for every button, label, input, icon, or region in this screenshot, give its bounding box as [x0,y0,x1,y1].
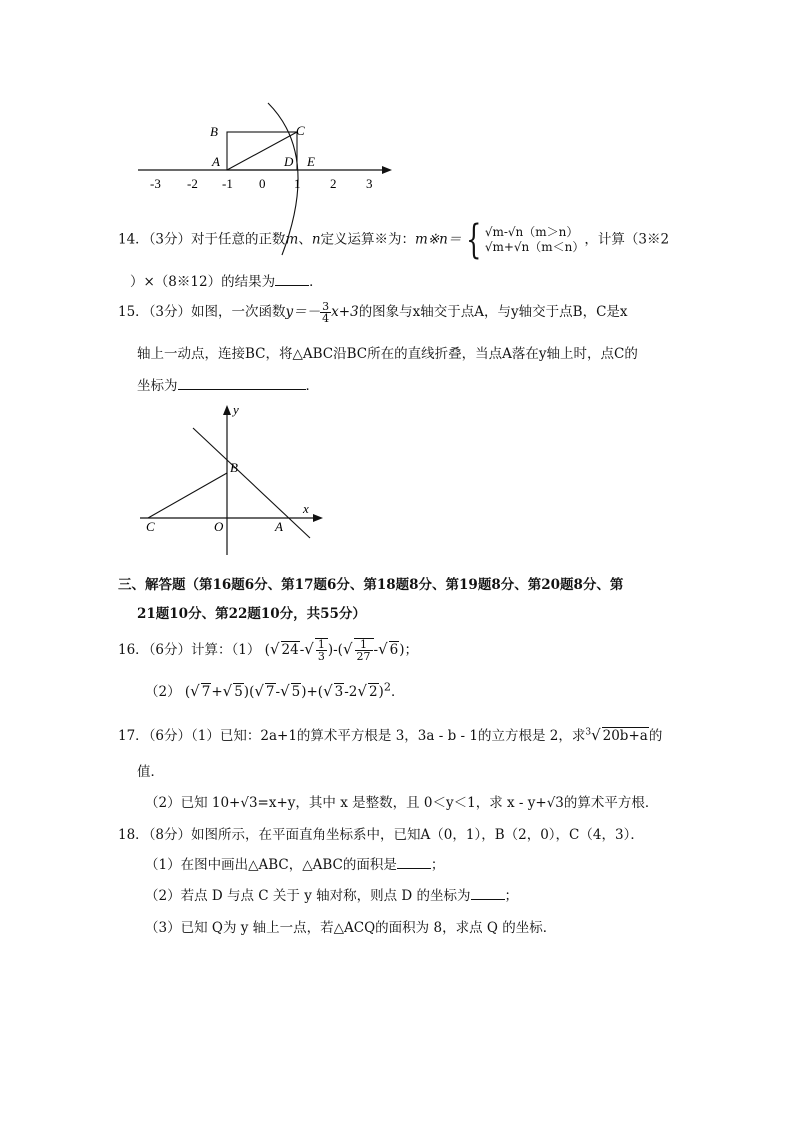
q16-expr2: (√ 7+√ 5)(√ 7-√ 5)+(√ 3-2√ 2)$^2$． [184,680,405,700]
label-a2: A [275,519,283,534]
q14-answer-blank[interactable] [275,273,309,286]
q18-answer-blank-1[interactable] [397,856,431,869]
q14-var-n: n [311,231,321,248]
q18-p2a: （2）若点 D 与点 C 关于 y 轴对称，则点 D 的坐标为 [145,888,471,904]
q17-p2: （2）已知 10+√3=x+y，其中 x 是整数，且 0＜y＜1，求 x - y+√3的算术平方根． [145,795,659,811]
q14-line2-text: ）×（8※12）的结果为 [130,274,276,290]
tick-label: 1 [294,176,301,191]
q18-p1b: ； [430,857,445,873]
q14-score: （3分） [148,231,192,248]
q14-sep: 、 [298,231,312,248]
label-y: y [233,402,239,417]
q18-p1a: （1）在图中画出△ABC，△ABC的面积是 [145,857,397,873]
q16-number: 16． [118,642,149,658]
q14-line1 [118,217,794,263]
q14-var-m: m [285,231,299,248]
q16-line1 [118,638,794,662]
q17-score: （6分） [148,728,192,744]
section3-text2: 21题10分、第22题10分，共55分） [137,606,366,622]
label-e: E [307,154,315,169]
q15-func-y: y＝－ [285,304,321,320]
q15-answer-blank[interactable] [178,377,306,390]
x-axis-arrow [313,514,323,522]
y-axis-arrow [223,405,231,415]
q15-line2 [137,342,794,362]
q15-line2-text: 轴上一动点，连接BC，将△ABC沿BC所在的直线折叠，当点A落在y轴上时，点C的 [137,346,638,362]
tick-label: 0 [259,176,266,191]
tick-label: -2 [187,176,198,191]
q18-text: 如图所示，在平面直角坐标系中，已知A（0，1），B（2，0），C（4，3）． [191,827,644,843]
tick-label: 3 [366,176,373,191]
q14-op: m※n＝ [415,231,462,248]
figure-number-line [0,95,794,295]
q14-case2: √m+√n（m＜n） [484,240,585,254]
label-d: D [284,154,294,169]
q15-frac-num: 3 [322,300,330,313]
q15-frac-den: 4 [322,312,330,325]
section3-line1 [118,573,794,593]
q17-line2 [137,760,794,780]
q16-score: （6分） [148,642,192,658]
label-a: A [212,154,220,169]
q18-answer-blank-2[interactable] [471,887,505,900]
q16-text: 计算：（1） [191,642,261,658]
q15-line3 [137,374,794,394]
q16-expr1: (√ 24-√ $\frac{1}{3}$ )-(√ $\frac{1}{27}$ -√ 6)； [264,638,418,663]
q18-line4 [145,916,794,936]
number-line-arrow [382,166,392,174]
q17-text-a: （1）已知：2a+1的算术平方根是 3，3a - b - 1的立方根是 2，求 [191,728,586,744]
q15-line3-text: 坐标为 [137,378,178,394]
tick-label: -3 [150,176,161,191]
q14-text-a: 对于任意的正数 [191,231,286,248]
q16-p2: （2） [145,684,181,700]
q17-line1: 17．（6分）（1）已知：2a+1的算术平方根是 3，3a - b - 1的立方根是 2，求$^3$√ 20b+a的 [118,726,663,744]
q15-number: 15． [118,304,149,320]
q16-line2 [145,680,794,700]
q14-end: ． [309,274,323,290]
label-c2: C [146,519,155,534]
q18-p3: （3）已知 Q为 y 轴上一点，若△ACQ的面积为 8，求点 Q 的坐标． [145,920,557,936]
q14-number: 14． [118,231,149,248]
label-x: x [303,501,309,516]
label-b2: B [230,460,238,475]
q17-text-b: 的 [648,728,663,744]
q17-radicand: 20b+a [602,728,648,744]
q17-line2-text: 值． [137,764,164,780]
section3-text1: 三、解答题（第16题6分、第17题6分、第18题8分、第19题8分、第20题8分、第 [118,577,624,593]
q17-line3 [145,791,794,811]
q14-text-c: ，计算（3※2 [584,231,670,248]
q15-text-b: 的图象与x轴交于点A，与y轴交于点B，C是x [358,304,628,320]
q18-line1 [118,823,794,843]
brace-symbol: { [466,217,482,263]
label-b: B [210,124,218,139]
section3-line2 [137,602,794,622]
q15-fraction [320,301,331,324]
q18-score: （8分） [148,827,192,843]
q18-p2b: ； [504,888,519,904]
q18-number: 18． [118,827,149,843]
q15-end: ． [305,378,319,394]
label-o: O [214,519,224,534]
q15-func-rest: x+3 [331,304,359,320]
q14-cases [485,225,585,255]
q18-line3 [145,884,794,904]
q15-line1 [118,300,794,324]
line-cb [148,473,227,518]
tick-label: 2 [330,176,337,191]
q15-score: （3分） [148,304,192,320]
q14-text-b: 定义运算※为： [320,231,416,248]
figure-coordinate-plane [0,400,794,560]
q14-case1: √m-√n（m＞n） [484,225,579,239]
q18-line2 [145,853,794,873]
q17-number: 17． [118,728,149,744]
tick-label: -1 [222,176,233,191]
q14-line2 [130,270,794,290]
q15-text-a: 如图，一次函数 [191,304,286,320]
label-c: C [296,123,305,138]
